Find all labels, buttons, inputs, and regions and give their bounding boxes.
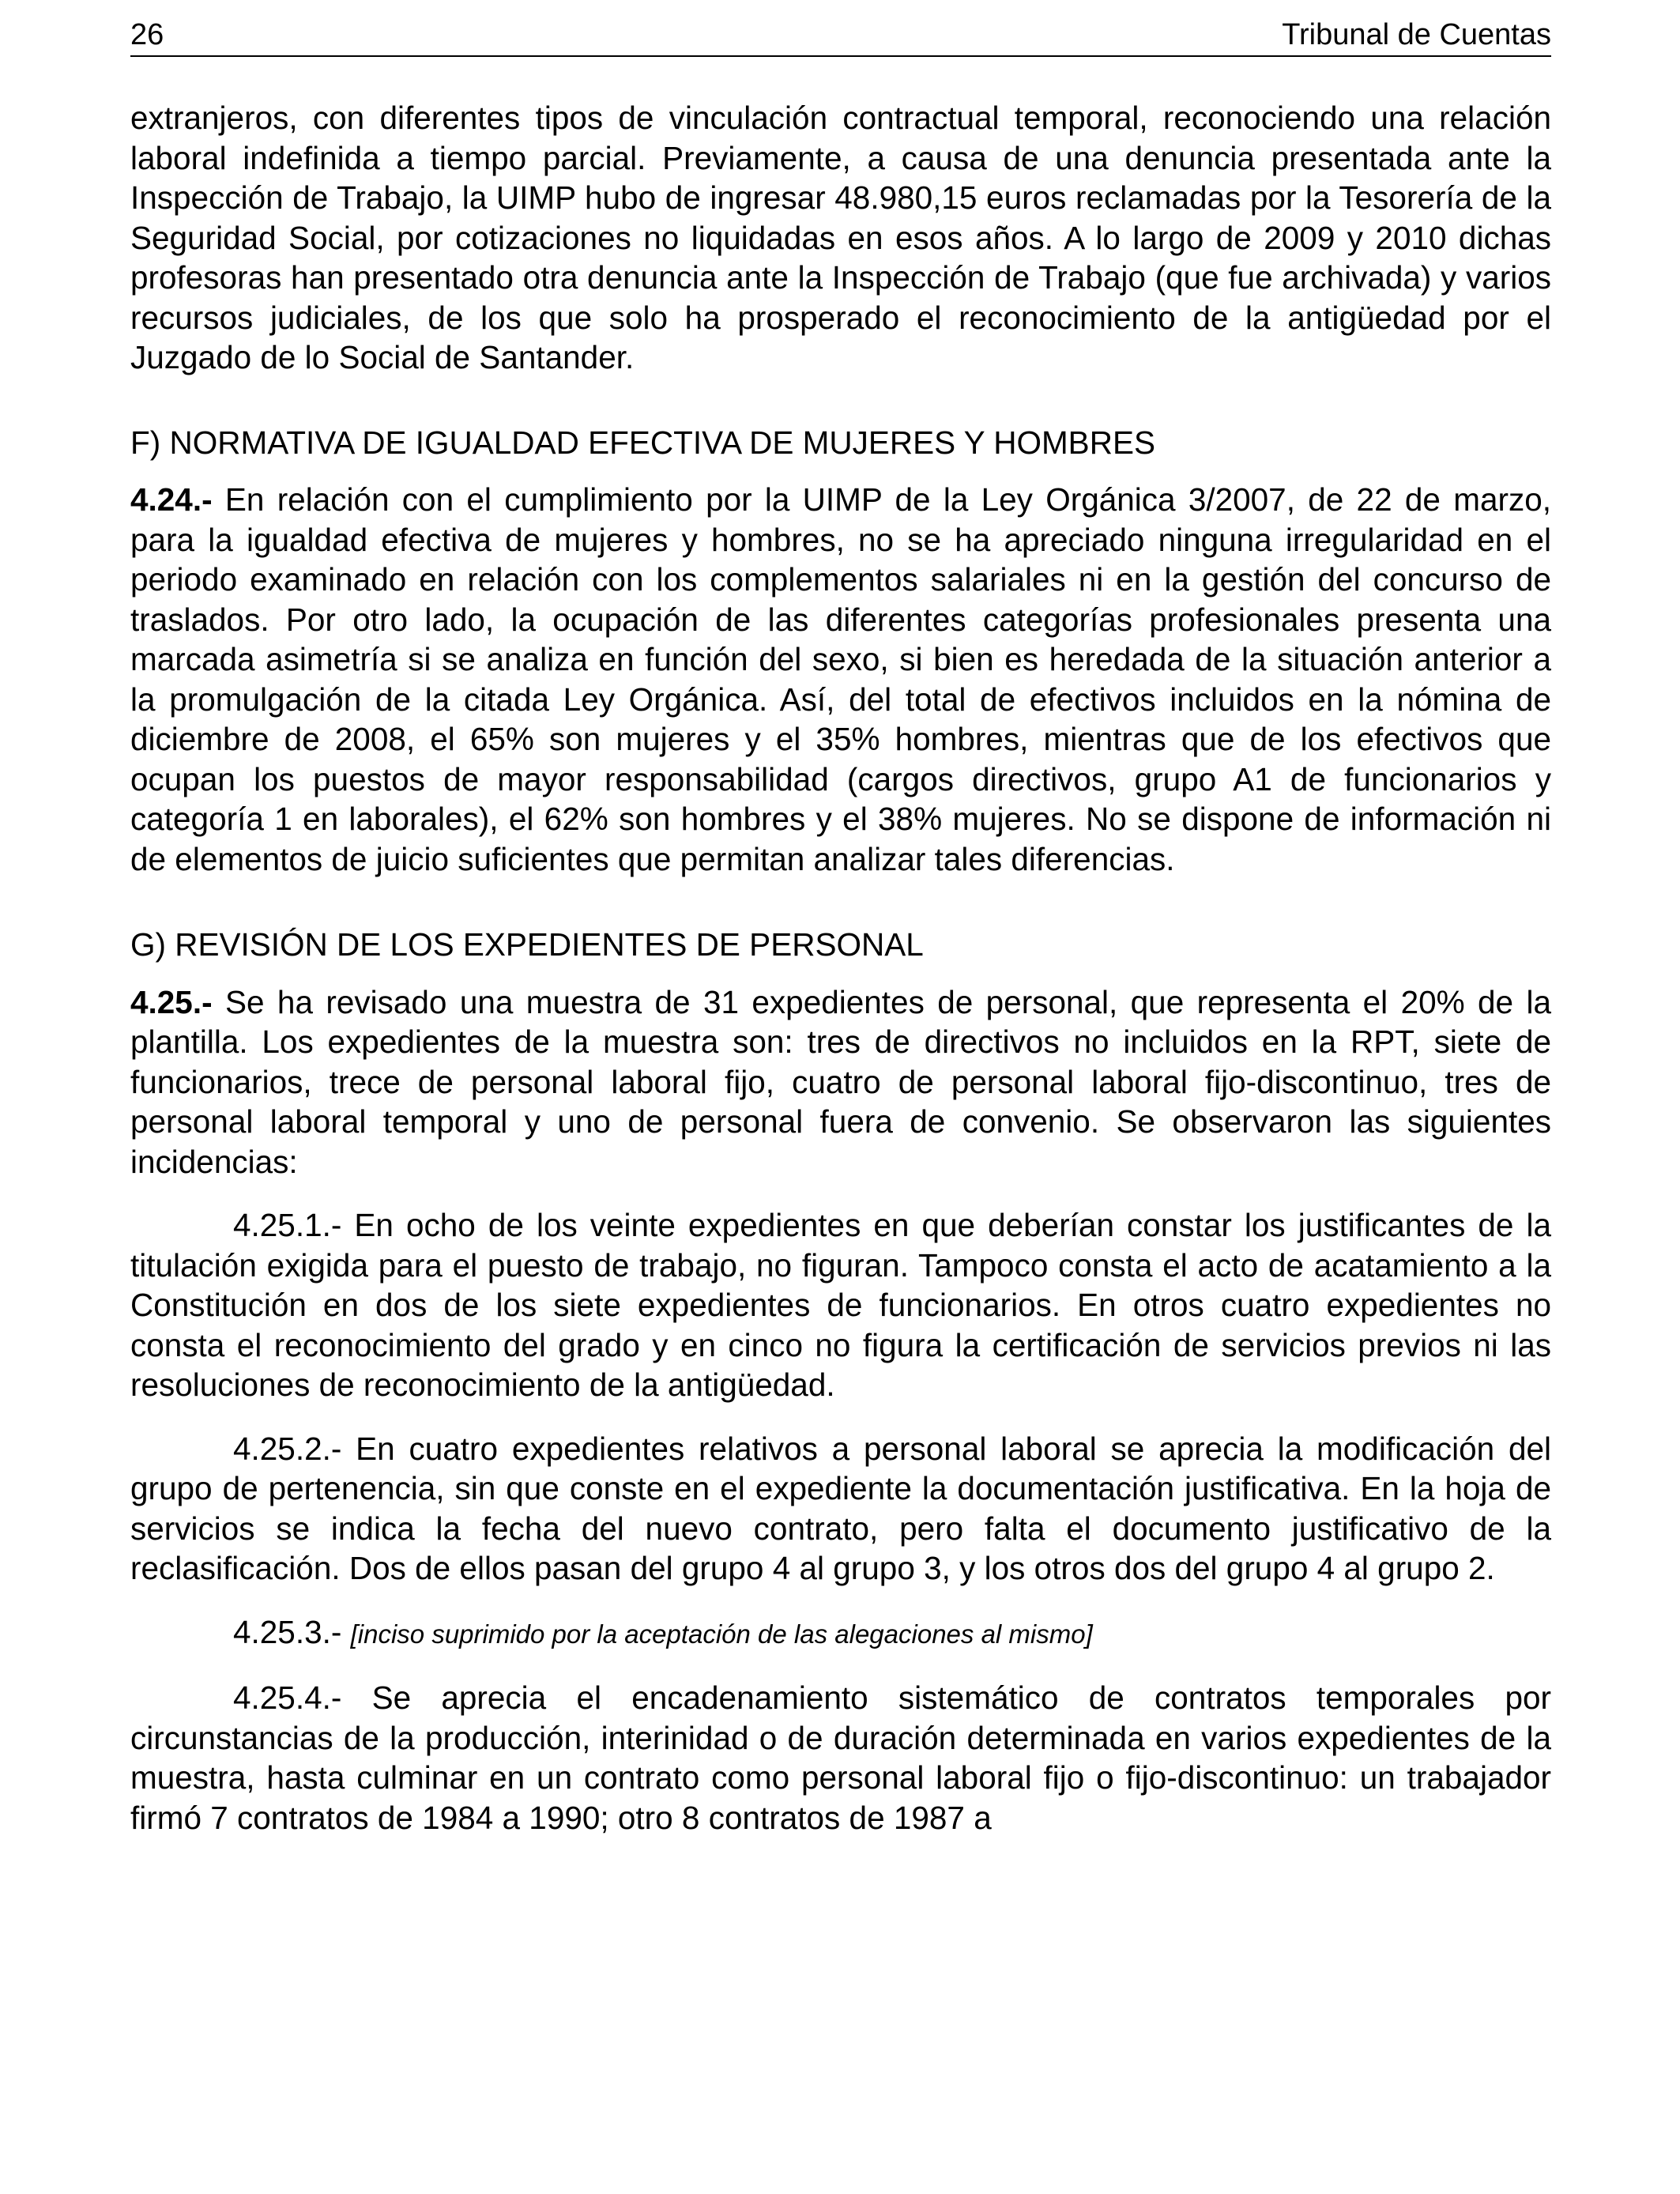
suppressed-note: [inciso suprimido por la aceptación de las alegaciones al mismo] [350, 1619, 1093, 1649]
subparagraph-4-25-3 [130, 1612, 1551, 1655]
paragraph-number: 4.25.- [130, 983, 213, 1020]
running-title: Tribunal de Cuentas [1282, 18, 1551, 51]
paragraph-4-24 [130, 480, 1551, 879]
subparagraph-number: 4.25.3.- [233, 1613, 342, 1650]
page-number: 26 [130, 18, 164, 51]
page-header [130, 17, 1551, 57]
paragraph-4-25 [130, 982, 1551, 1182]
section-heading-g: G) REVISIÓN DE LOS EXPEDIENTES DE PERSONAL [130, 926, 924, 963]
subparagraph-4-25-2: 4.25.2.- En cuatro expedientes relativos a personal laboral se aprecia la modificación del grupo de pertenencia, sin que conste en el expediente la documentación justificativa. En la hoja de servicios se indica la fecha del nuevo contrato, pero falta el documento justificativo de la reclasificación. Dos de ellos pasan del grupo 4 al grupo 3, y los otros dos del grupo 4 al grupo 2. [130, 1430, 1551, 1586]
continuation-paragraph: extranjeros, con diferentes tipos de vinculación contractual temporal, reconociendo una relación laboral indefinida a tiempo parcial. Previamente, a causa de una denuncia presentada ante la Inspección de Trabajo, la UIMP hubo de ingresar 48.980,15 euros reclamadas por la Tesorería de la Seguridad Social, por cotizaciones no liquidadas en esos años. A lo largo de 2009 y 2010 dichas profesoras han presentado otra denuncia ante la Inspección de Trabajo (que fue archivada) y varios recursos judiciales, de los que solo ha prosperado el reconocimiento de la antigüedad por el Juzgado de lo Social de Santander. [130, 100, 1551, 375]
paragraph-number: 4.24.- [130, 481, 213, 518]
subparagraph-4-25-4: 4.25.4.- Se aprecia el encadenamiento sistemático de contratos temporales por circunstancias de la producción, interinidad o de duración determinada en varios expedientes de la muestra, hasta culminar en un contrato como personal laboral fijo o fijo-discontinuo: un trabajador firmó 7 contratos de 1984 a 1990; otro 8 contratos de 1987 a [130, 1679, 1551, 1836]
paragraph-text: Se ha revisado una muestra de 31 expedientes de personal, que representa el 20% de la plantilla. Los expedientes de la muestra son: tres de directivos no incluidos en la RPT, siete de funcionarios, trece de personal laboral fijo, cuatro de personal laboral fijo-discontinuo, tres de personal laboral temporal y uno de personal fuera de convenio. Se observaron las siguientes incidencias: [130, 983, 1551, 1180]
section-heading-f: F) NORMATIVA DE IGUALDAD EFECTIVA DE MUJERES Y HOMBRES [130, 424, 1155, 461]
page-body [130, 98, 1551, 1838]
subparagraph-4-25-1: 4.25.1.- En ocho de los veinte expedientes en que deberían constar los justificantes de la titulación exigida para el puesto de trabajo, no figuran. Tampoco consta el acto de acatamiento a la Constitución en dos de los siete expedientes de funcionarios. En otros cuatro expedientes no consta el reconocimiento del grado y en cinco no figura la certificación de servicios previos ni las resoluciones de reconocimiento de la antigüedad. [130, 1207, 1551, 1403]
paragraph-text: En relación con el cumplimiento por la UIMP de la Ley Orgánica 3/2007, de 22 de marzo, para la igualdad efectiva de mujeres y hombres, no se ha apreciado ninguna irregularidad en el periodo examinado en relación con los complementos salariales ni en la gestión del concurso de traslados. Por otro lado, la ocupación de las diferentes categorías profesionales presenta una marcada asimetría si se analiza en función del sexo, si bien es heredada de la situación anterior a la promulgación de la citada Ley Orgánica. Así, del total de efectivos incluidos en la nómina de diciembre de 2008, el 65% son mujeres y el 35% hombres, mientras que de los efectivos que ocupan los puestos de mayor responsabilidad (cargos directivos, grupo A1 de funcionarios y categoría 1 en laborales), el 62% son hombres y el 38% mujeres. No se dispone de información ni de elementos de juicio suficientes que permitan analizar tales diferencias. [130, 481, 1551, 877]
